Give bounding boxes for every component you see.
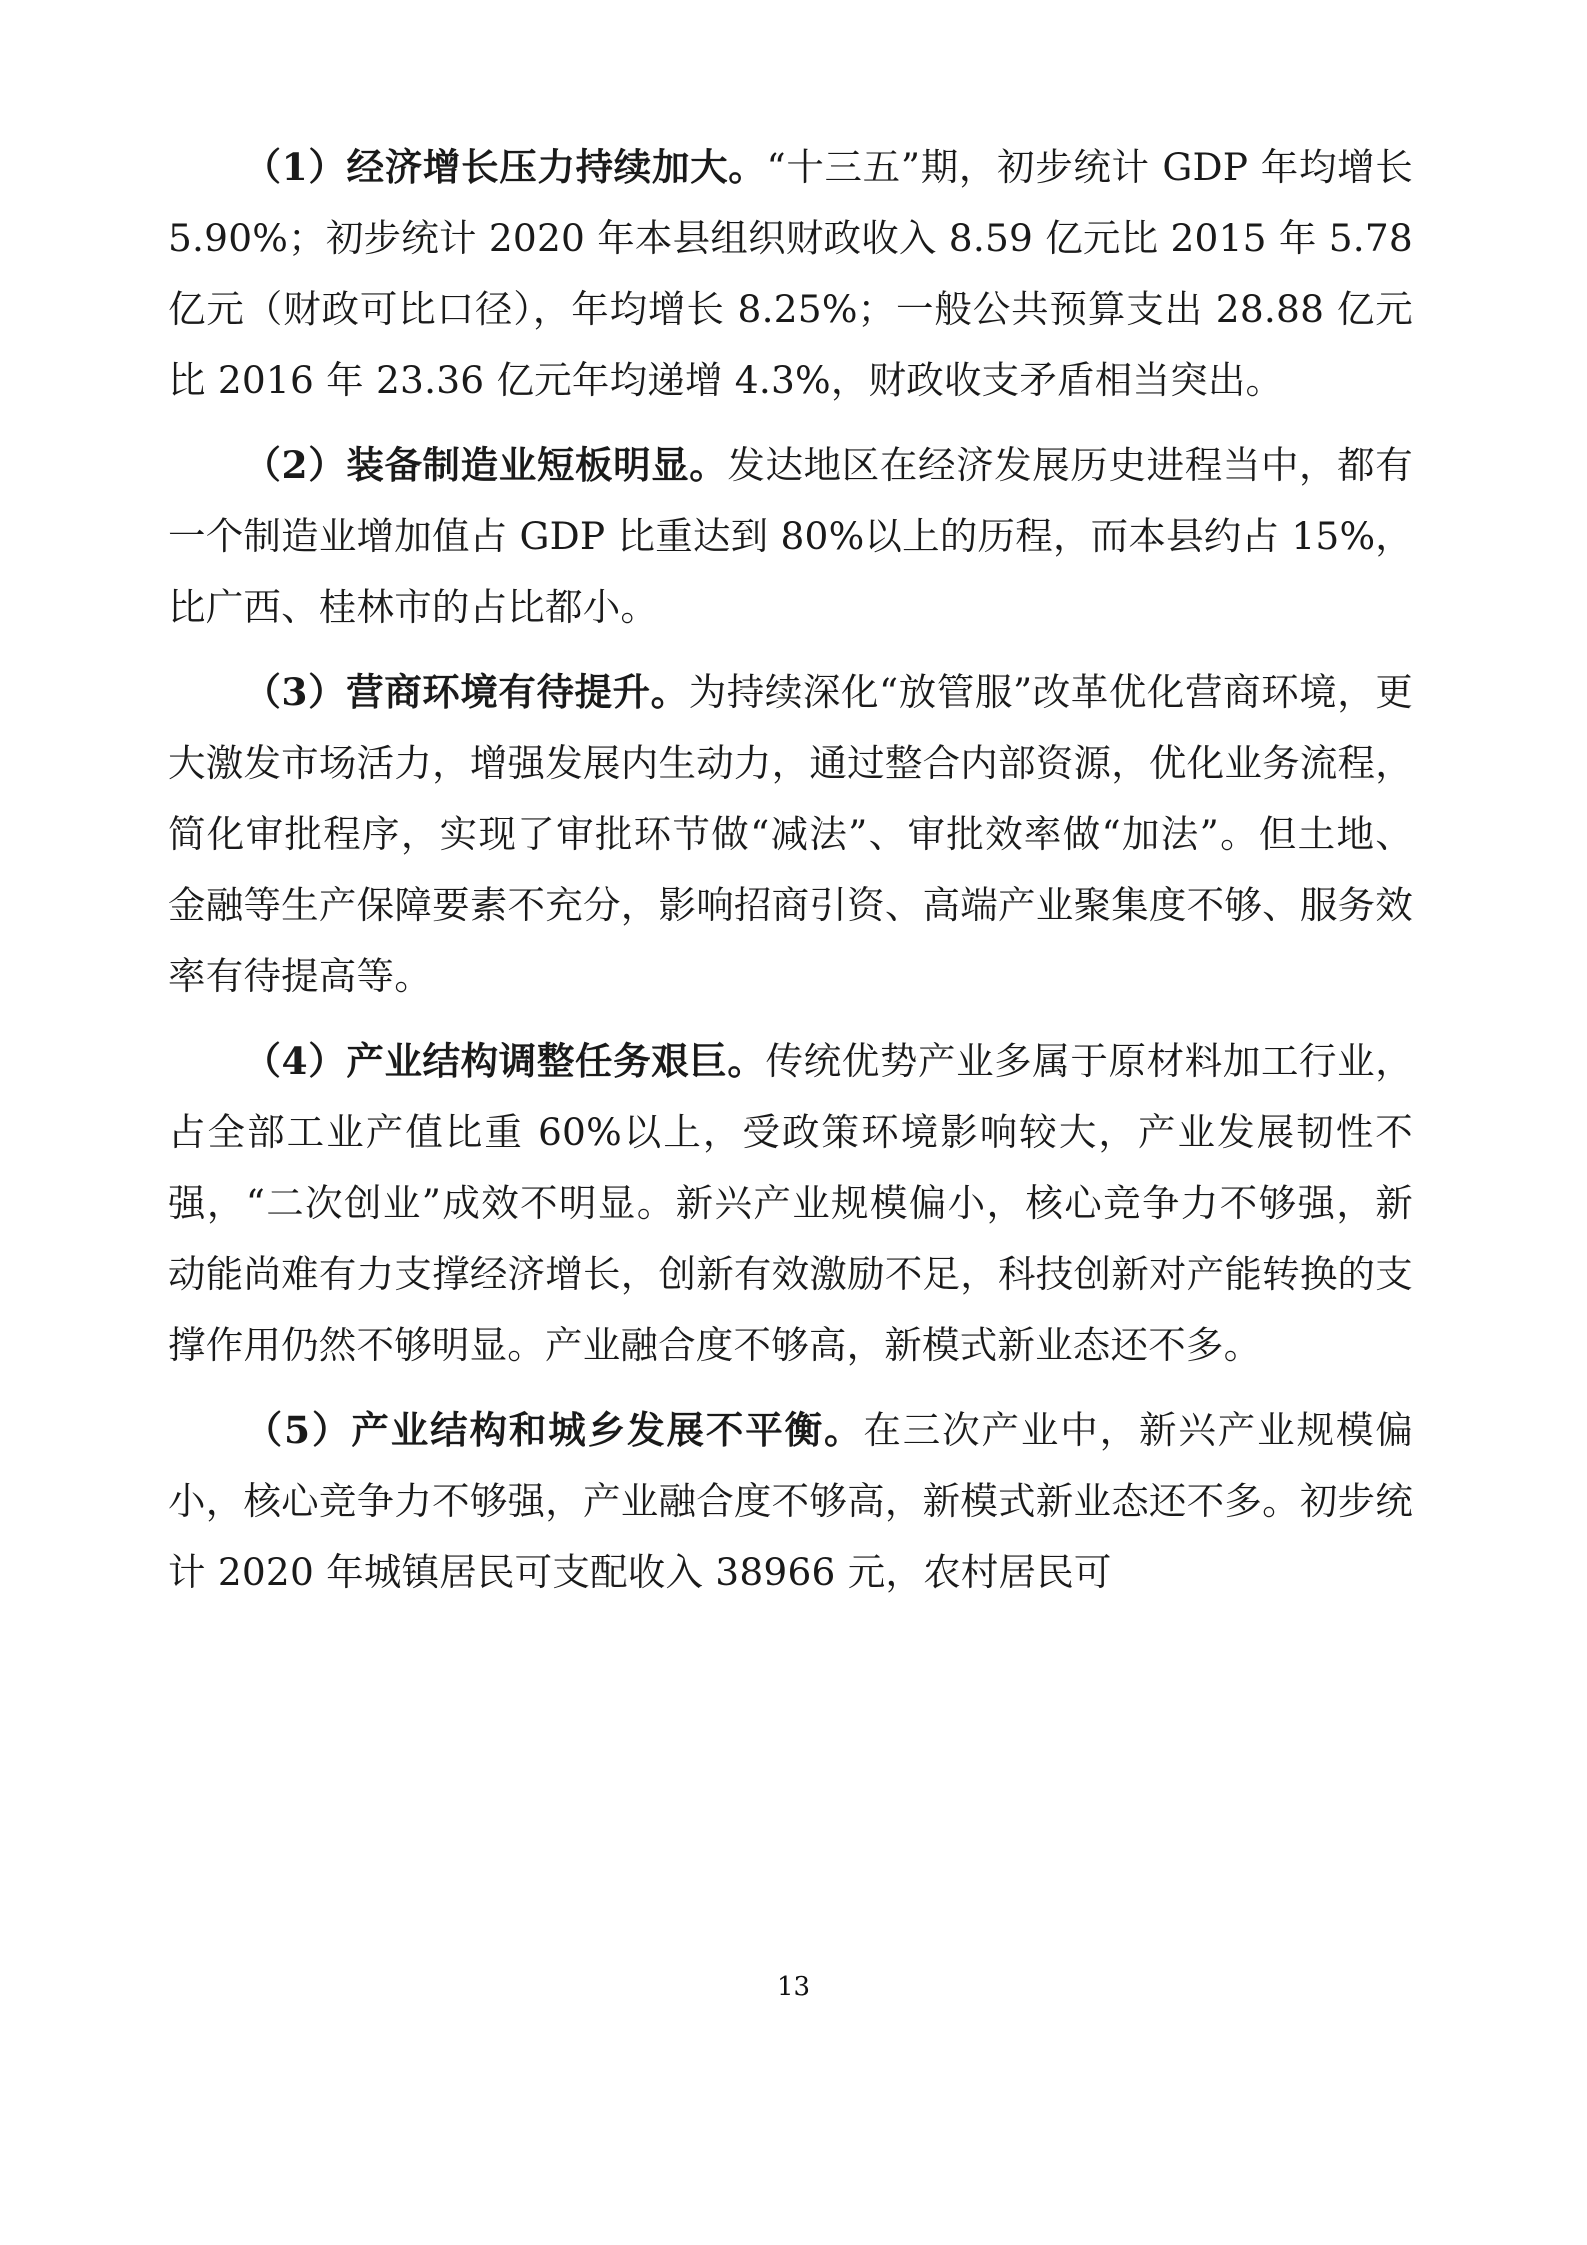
paragraph-3-text: 为持续深化“放管服”改革优化营商环境，更大激发市场活力，增强发展内生动力，通过整合内部资源，优化业务流程，简化审批程序，实现了审批环节做“减法”、审批效率做“加法”。但土地、金融等生产保障要素不充分，影响招商引资、高端产业聚集度不够、服务效率有待提高等。 [168, 670, 1413, 998]
paragraph-4-label: （4）产业结构调整任务艰巨。 [243, 1039, 766, 1083]
paragraph-5-label: （5）产业结构和城乡发展不平衡。 [243, 1408, 864, 1452]
paragraph-3 [168, 657, 1413, 1012]
paragraph-5-text: 在三次产业中，新兴产业规模偏小，核心竞争力不够强，产业融合度不够高，新模式新业态还不多。初步统计 2020 年城镇居民可支配收入 38966 元，农村居民可 [168, 1408, 1413, 1594]
paragraph-1 [168, 132, 1413, 416]
paragraph-4 [168, 1026, 1413, 1381]
paragraph-1-text: “十三五”期，初步统计 GDP 年均增长 5.90%；初步统计 2020 年本县组织财政收入 8.59 亿元比 2015 年 5.78 亿元（财政可比口径），年均增长 8.25%；一般公共预算支出 28.88 亿元比 2016 年 23.36 亿元年均递增 4.3%，财政收支矛盾相当突出。 [168, 145, 1413, 402]
paragraph-5 [168, 1395, 1413, 1608]
paragraph-2 [168, 430, 1413, 643]
paragraph-2-text: 发达地区在经济发展历史进程当中，都有一个制造业增加值占 GDP 比重达到 80%以上的历程，而本县约占 15%，比广西、桂林市的占比都小。 [168, 443, 1413, 629]
page-number: 13 [776, 1972, 811, 2002]
page-body [168, 132, 1413, 1622]
paragraph-3-label: （3）营商环境有待提升。 [243, 670, 689, 714]
paragraph-4-text: 传统优势产业多属于原材料加工行业，占全部工业产值比重 60%以上，受政策环境影响较大，产业发展韧性不强，“二次创业”成效不明显。新兴产业规模偏小，核心竞争力不够强，新动能尚难有力支撑经济增长，创新有效激励不足，科技创新对产能转换的支撑作用仍然不够明显。产业融合度不够高，新模式新业态还不多。 [168, 1039, 1413, 1367]
paragraph-1-label: （1）经济增长压力持续加大。 [243, 145, 767, 189]
paragraph-2-label: （2）装备制造业短板明显。 [243, 443, 728, 487]
